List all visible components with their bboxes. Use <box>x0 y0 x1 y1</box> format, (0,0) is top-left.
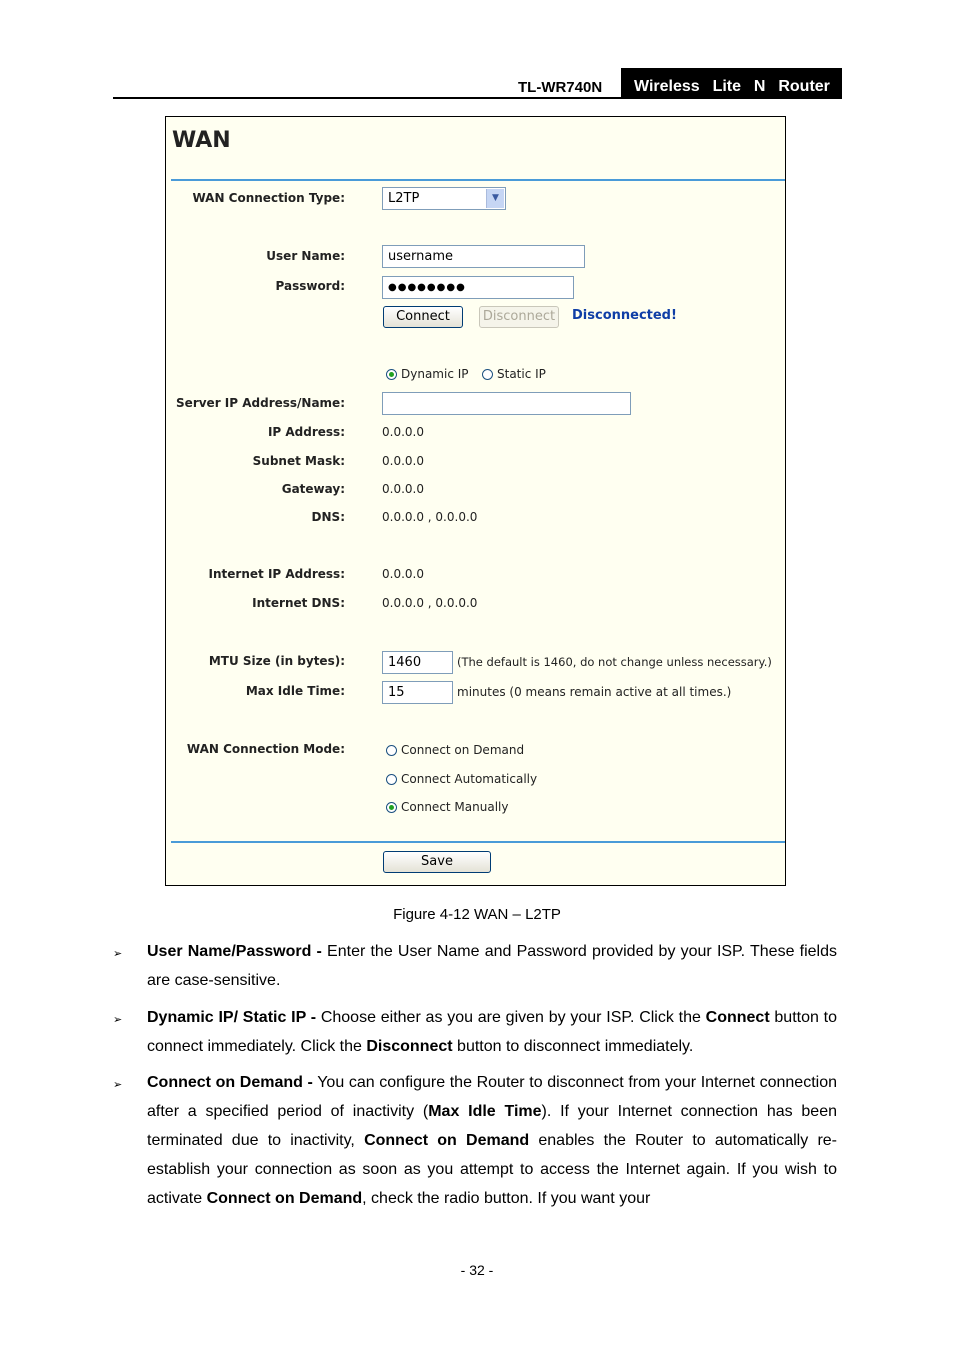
gateway-value: 0.0.0.0 <box>382 482 424 496</box>
dynamic-ip-label: Dynamic IP <box>401 367 469 381</box>
internet-ip-value: 0.0.0.0 <box>382 567 424 581</box>
ip-address-label: IP Address: <box>267 425 345 439</box>
ip-address-value: 0.0.0.0 <box>382 425 424 439</box>
internet-dns-label: Internet DNS: <box>252 596 345 610</box>
radio-selected-icon[interactable] <box>386 369 397 380</box>
subnet-mask-value: 0.0.0.0 <box>382 454 424 468</box>
radio-unselected-icon[interactable] <box>482 369 493 380</box>
password-label: Password: <box>275 279 345 293</box>
item-term: Connect on Demand - <box>147 1074 313 1091</box>
doc-product-banner <box>621 68 842 99</box>
server-label: Server IP Address/Name: <box>176 396 345 410</box>
header-rule <box>113 97 842 99</box>
dns-label: DNS: <box>311 510 345 524</box>
radio-unselected-icon[interactable] <box>386 774 397 785</box>
item-text: button to disconnect immediately. <box>452 1037 694 1055</box>
connection-type-label: WAN Connection Type: <box>192 191 345 205</box>
doc-model-name: TL-WR740N <box>518 79 603 96</box>
radio-dynamic-ip[interactable] <box>386 367 469 381</box>
radio-connect-on-demand[interactable] <box>386 743 524 757</box>
wan-settings-panel <box>165 116 786 886</box>
subnet-mask-label: Subnet Mask: <box>252 454 345 468</box>
server-input[interactable] <box>382 392 631 415</box>
mode-option-label: Connect Automatically <box>401 772 538 786</box>
static-ip-label: Static IP <box>497 367 546 381</box>
item-term: Connect on Demand <box>206 1189 363 1207</box>
mtu-input[interactable]: 1460 <box>382 651 453 674</box>
page-number: - 32 - <box>460 1262 494 1278</box>
item-text: button to connect immediately. Click the <box>147 1009 838 1055</box>
item-term: Max Idle Time <box>428 1102 542 1120</box>
user-name-label: User Name: <box>266 249 345 263</box>
radio-selected-icon[interactable] <box>386 802 397 813</box>
page-title: WAN <box>172 128 231 153</box>
item-text: Enter the User Name and Password provided by your ISP. These fields are case-sensitive. <box>147 943 837 989</box>
bullet-icon: ➢ <box>113 948 123 960</box>
item-term: User Name/Password - <box>147 943 322 960</box>
item-term: Disconnect <box>366 1037 453 1055</box>
item-text: enables the Router to automatically re-establish your connection as soon as you attempt to access the Internet again. If you wish to activate <box>147 1131 837 1207</box>
top-divider <box>171 179 785 181</box>
radio-static-ip[interactable] <box>482 367 546 381</box>
max-idle-label: Max Idle Time: <box>245 684 345 698</box>
item-text: Choose either as you are given by your ISP. Click the <box>316 1009 706 1026</box>
connection-status: Disconnected! <box>572 308 677 323</box>
item-term: Dynamic IP/ Static IP - <box>147 1009 317 1026</box>
bottom-divider <box>171 841 785 843</box>
item-connect-on-demand <box>147 1069 837 1214</box>
mode-option-label: Connect Manually <box>401 800 509 814</box>
gateway-label: Gateway: <box>281 482 345 496</box>
password-input[interactable]: ●●●●●●●● <box>382 276 574 299</box>
connection-mode-label: WAN Connection Mode: <box>186 742 345 756</box>
connect-button[interactable]: Connect <box>383 306 463 328</box>
item-text: , check the radio button. If you want your <box>362 1189 651 1207</box>
connection-type-select[interactable] <box>382 187 506 210</box>
internet-ip-label: Internet IP Address: <box>208 567 345 581</box>
item-user-name-password <box>147 938 837 996</box>
connection-type-value: L2TP <box>388 191 420 206</box>
mode-option-label: Connect on Demand <box>401 743 525 757</box>
item-dynamic-static-ip <box>147 1004 837 1062</box>
item-term: Connect <box>705 1009 770 1026</box>
disconnect-button[interactable]: Disconnect <box>479 306 559 328</box>
chevron-down-icon[interactable]: ▼ <box>486 189 504 208</box>
doc-product-name: Wireless Lite N Router <box>634 78 830 95</box>
mtu-note: (The default is 1460, do not change unless necessary.) <box>457 655 772 669</box>
item-text: ). If your Internet connection has been terminated due to inactivity, <box>147 1102 837 1149</box>
max-idle-input[interactable]: 15 <box>382 681 453 704</box>
save-button[interactable]: Save <box>383 851 491 873</box>
item-text: You can configure the Router to disconnect from your Internet connection after a specified period of inactivity ( <box>147 1074 837 1120</box>
bullet-icon: ➢ <box>113 1079 123 1091</box>
max-idle-note: minutes (0 means remain active at all times.) <box>457 685 732 699</box>
mtu-label: MTU Size (in bytes): <box>208 654 345 668</box>
bullet-icon: ➢ <box>113 1014 123 1026</box>
figure-caption: Figure 4-12 WAN – L2TP <box>393 906 561 923</box>
user-name-input[interactable]: username <box>382 245 585 268</box>
radio-connect-automatically[interactable] <box>386 772 537 786</box>
internet-dns-value: 0.0.0.0 , 0.0.0.0 <box>382 596 478 610</box>
radio-unselected-icon[interactable] <box>386 745 397 756</box>
dns-value: 0.0.0.0 , 0.0.0.0 <box>382 510 478 524</box>
radio-connect-manually[interactable] <box>386 800 508 814</box>
item-term: Connect on Demand <box>364 1131 530 1149</box>
